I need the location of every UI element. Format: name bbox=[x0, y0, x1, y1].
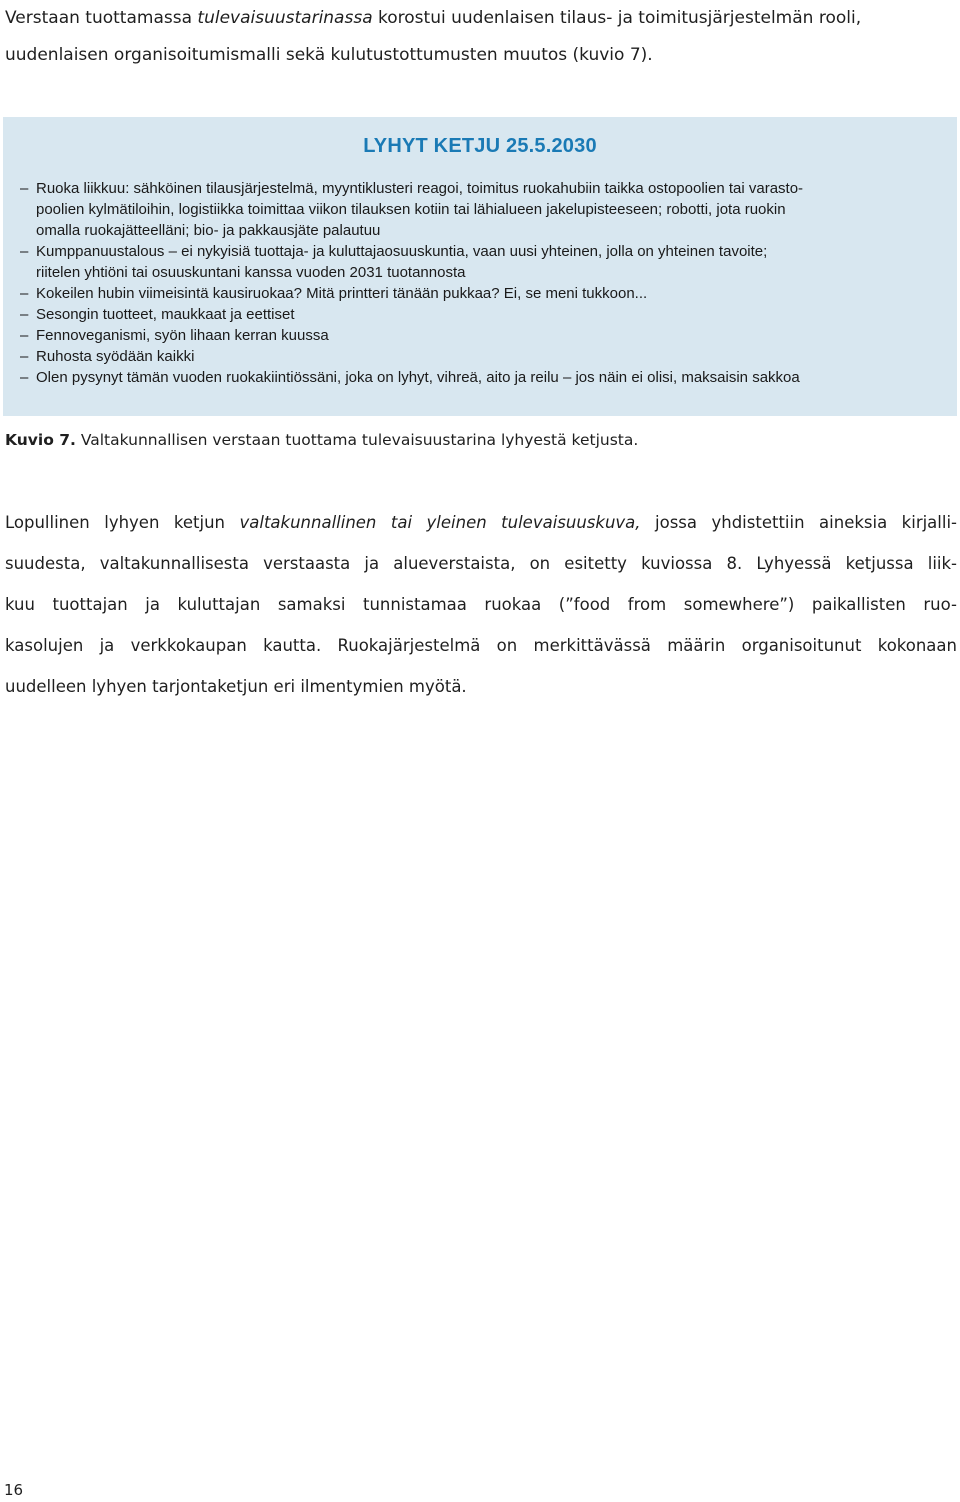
intro-line-2: uudenlaisen organisoitumismalli sekä kulutustottumusten muutos (kuvio 7). bbox=[5, 45, 653, 65]
intro-emphasis: tulevaisuustarinassa bbox=[197, 8, 373, 28]
bullet-text-line: Kokeilen hubin viimeisintä kausiruokaa? Mitä printteri tänään pukkaa? Ei, se meni tukkoon... bbox=[36, 285, 648, 302]
bullet-dash: – bbox=[20, 327, 29, 344]
figure-bullet-item bbox=[20, 346, 940, 367]
body-line-3: kuu tuottajan ja kuluttajan samaksi tunnistamaa ruokaa (”food from somewhere”) paikallisten ruo- bbox=[5, 595, 957, 614]
bullet-dash: – bbox=[20, 285, 29, 302]
bullet-text-line: Kumppanuustalous – ei nykyisiä tuottaja- ja kuluttajaosuuskuntia, vaan uusi yhteinen, jolla on yhteinen tavoite; bbox=[36, 243, 768, 260]
figure-bullet-item bbox=[20, 325, 940, 346]
bullet-text bbox=[36, 241, 940, 283]
bullet-text bbox=[36, 283, 940, 304]
body-line-5: uudelleen lyhyen tarjontaketjun eri ilmentymien myötä. bbox=[5, 677, 467, 696]
bullet-text bbox=[36, 367, 940, 388]
body-line-2: suudesta, valtakunnallisesta verstaasta ja alueverstaista, on esitetty kuviossa 8. Lyhyessä ketjussa liik- bbox=[5, 554, 957, 573]
page-number: 16 bbox=[4, 1481, 24, 1499]
bullet-text bbox=[36, 304, 940, 325]
body-line-1: Lopullinen lyhyen ketjun valtakunnallinen tai yleinen tulevaisuuskuva, jossa yhdistettiin aineksia kirjalli- bbox=[5, 513, 958, 532]
bullet-dash: – bbox=[20, 180, 29, 197]
bullet-text bbox=[36, 346, 940, 367]
figure-7-box bbox=[3, 117, 957, 416]
figure-bullet-item bbox=[20, 241, 940, 283]
body-emphasis: valtakunnallinen tai yleinen tulevaisuuskuva, bbox=[239, 513, 641, 532]
bullet-text bbox=[36, 325, 940, 346]
figure-caption bbox=[5, 431, 638, 449]
bullet-text-line: omalla ruokajätteelläni; bio- ja pakkausjäte palautuu bbox=[36, 222, 381, 239]
bullet-dash: – bbox=[20, 306, 29, 323]
bullet-dash: – bbox=[20, 348, 29, 365]
caption-label: Kuvio 7. bbox=[5, 431, 76, 449]
bullet-text-line: Fennoveganismi, syön lihaan kerran kuussa bbox=[36, 327, 329, 344]
bullet-text bbox=[36, 178, 940, 241]
bullet-text-line: poolien kylmätiloihin, logistiikka toimittaa viikon tilauksen kotiin tai lähialueen jakelupisteeseen; robotti, jota ruokin bbox=[36, 201, 786, 218]
bullet-dash: – bbox=[20, 369, 29, 386]
figure-bullet-item bbox=[20, 304, 940, 325]
bullet-text-line: Ruhosta syödään kaikki bbox=[36, 348, 195, 365]
figure-bullet-item bbox=[20, 367, 940, 388]
figure-bullet-list bbox=[20, 178, 940, 388]
intro-paragraph bbox=[5, 0, 955, 74]
bullet-text-line: Olen pysynyt tämän vuoden ruokakiintiössäni, joka on lyhyt, vihreä, aito ja reilu – jos näin ei olisi, maksaisin sakkoa bbox=[36, 369, 800, 386]
bullet-dash: – bbox=[20, 243, 29, 260]
intro-line-1: Verstaan tuottamassa tulevaisuustarinassa korostui uudenlaisen tilaus- ja toimitusjärjestelmän rooli, bbox=[5, 8, 862, 28]
body-paragraph bbox=[5, 502, 957, 707]
bullet-text-line: Ruoka liikkuu: sähköinen tilausjärjestelmä, myyntiklusteri reagoi, toimitus ruokahubiin taikka ostopoolien tai varasto- bbox=[36, 180, 804, 197]
caption-text: Valtakunnallisen verstaan tuottama tulevaisuustarina lyhyestä ketjusta. bbox=[75, 431, 639, 449]
body-line-4: kasolujen ja verkkokaupan kautta. Ruokajärjestelmä on merkittävässä määrin organisoitunut kokonaan bbox=[5, 636, 957, 655]
figure-bullet-item bbox=[20, 178, 940, 241]
figure-bullet-item bbox=[20, 283, 940, 304]
figure-title: LYHYT KETJU 25.5.2030 bbox=[363, 135, 597, 157]
bullet-text-line: Sesongin tuotteet, maukkaat ja eettiset bbox=[36, 306, 295, 323]
bullet-text-line: riitelen yhtiöni tai osuuskuntani kanssa vuoden 2031 tuotannosta bbox=[36, 264, 466, 281]
